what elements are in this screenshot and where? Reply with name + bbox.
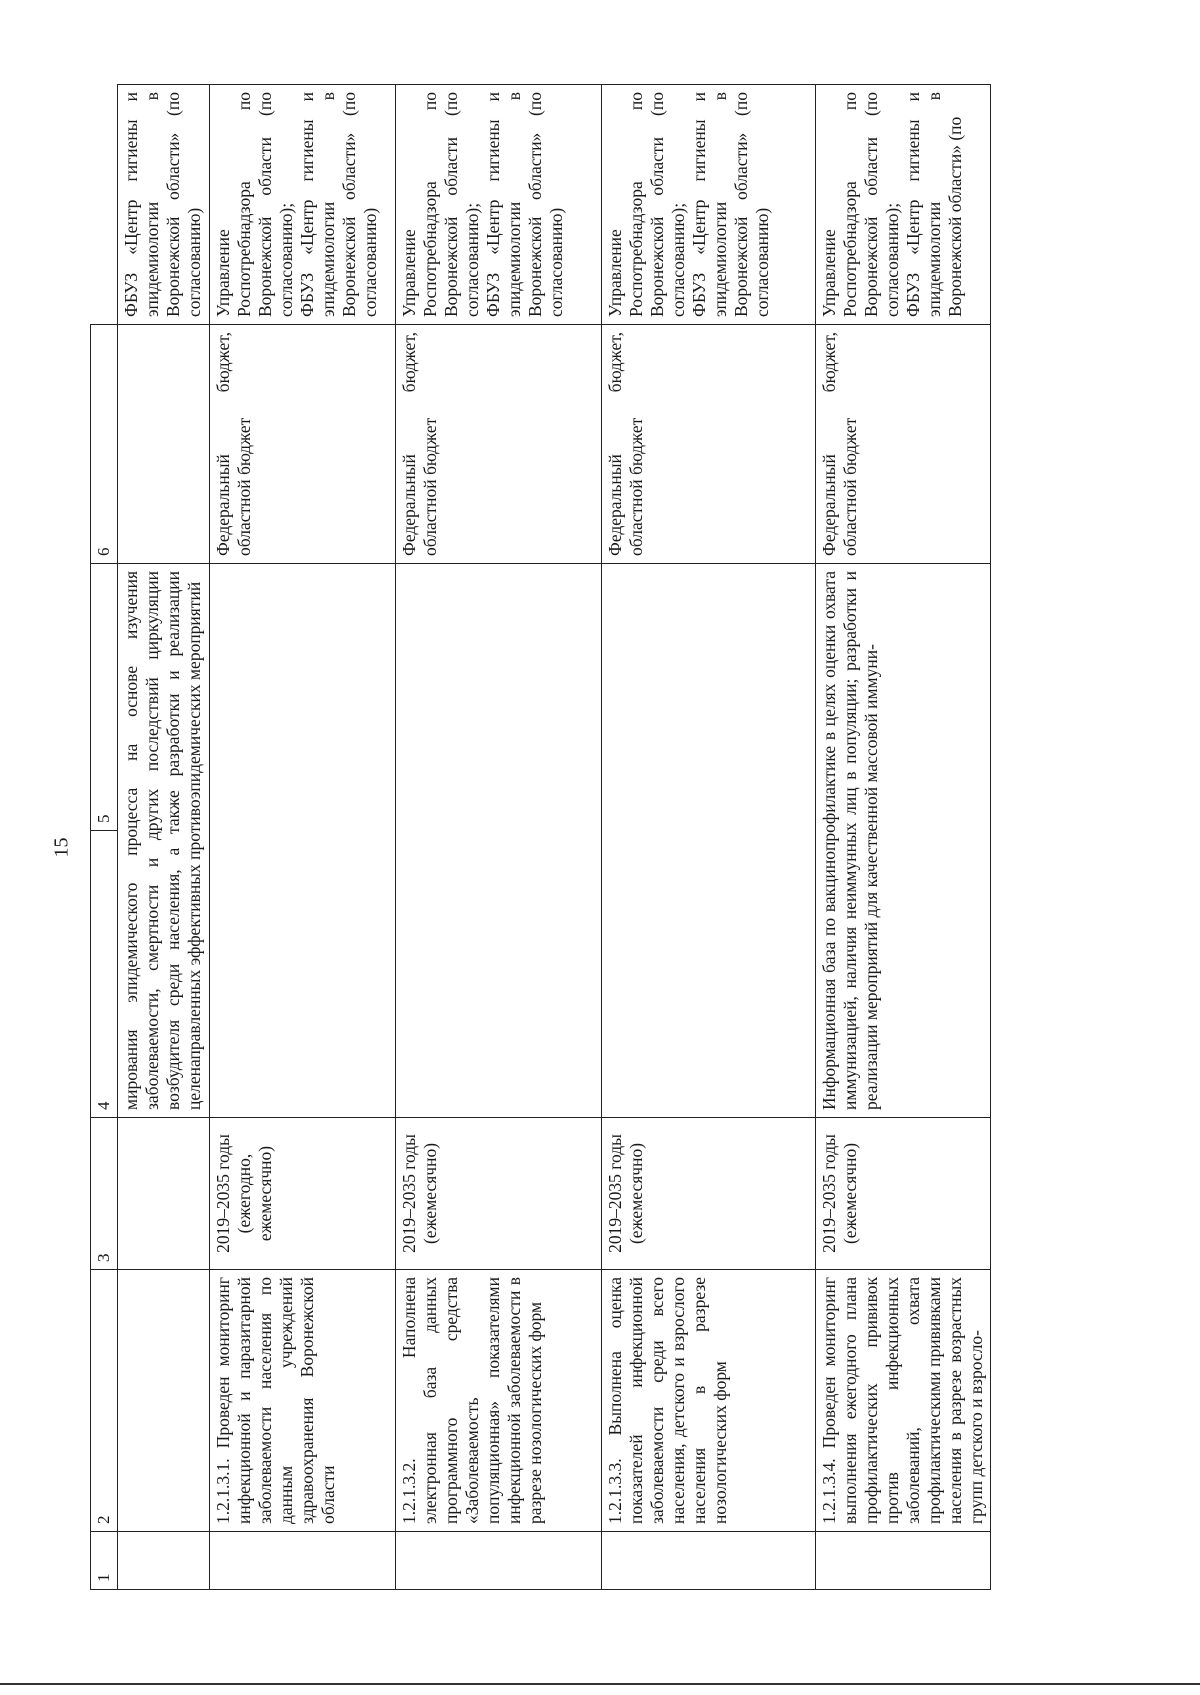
table-row xyxy=(602,85,816,1590)
row-cell-col4 xyxy=(210,564,396,1118)
row-cell-col3 xyxy=(118,1118,210,1270)
row-cell-col6: Управление Роспотребнадзора по Воронежской области (по согласованию); ФБУЗ «Центр гигиены и эпидемиологии в Воронежской области» (по согласованию) xyxy=(210,85,396,325)
row-cell-col1 xyxy=(602,1532,816,1590)
header-spacer xyxy=(91,85,118,325)
row-cell-col5 xyxy=(118,325,210,564)
row-cell-col4: Информационная база по вакцинопрофилактике в целях оценки охвата иммунизацией, наличия неиммунных лиц в популяции; разработки и реализации мероприятий для качественной массовой иммуни- xyxy=(816,564,991,1118)
row-cell-col2: 1.2.1.3.2. Наполнена электронная база данных программного средства «Заболеваемость популяционная» показателями инфекционной заболеваемости в разрезе нозологических форм xyxy=(396,1270,602,1532)
row-cell-col1 xyxy=(118,1532,210,1590)
row-cell-col3: 2019–2035 годы (ежемесячно) xyxy=(396,1118,602,1270)
table-row xyxy=(396,85,602,1590)
row-cell-col4 xyxy=(396,564,602,1118)
row-cell-col5: Федеральный бюджет, областной бюджет xyxy=(816,325,991,564)
row-cell-col1 xyxy=(816,1532,991,1590)
row-cell-col4 xyxy=(602,564,816,1118)
program-table xyxy=(90,84,991,1590)
header-cell: 6 xyxy=(91,325,118,564)
row-cell-col6: Управление Роспотребнадзора по Воронежской области (по согласованию); ФБУЗ «Центр гигиены и эпидемиологии в Воронежской области» (по согласованию) xyxy=(602,85,816,325)
row-cell-col3: 2019–2035 годы (ежемесячно) xyxy=(602,1118,816,1270)
page-number: 15 xyxy=(50,837,73,858)
column-number-row xyxy=(91,85,118,1590)
row-cell-col2: 1.2.1.3.3. Выполнена оценка показателей инфекционной заболеваемости среди всего населения, детского и взрослого населения в разрезе нозологических форм xyxy=(602,1270,816,1532)
row-cell-col6: Управление Роспотребнадзора по Воронежской области (по согласованию); ФБУЗ «Центр гигиены и эпидемиологии в Воронежской области» (по xyxy=(816,85,991,325)
row-cell-col5: Федеральный бюджет, областной бюджет xyxy=(210,325,396,564)
row-cell-col2: 1.2.1.3.1. Проведен мониторинг инфекционной и паразитарной заболеваемости населения по данным учреждений здравоохранения Воронежской области xyxy=(210,1270,396,1532)
table-row xyxy=(118,85,210,1590)
row-cell-col3: 2019–2035 годы (ежемесячно) xyxy=(816,1118,991,1270)
table-row xyxy=(816,85,991,1590)
row-cell-col1 xyxy=(210,1532,396,1590)
row-cell-col2: 1.2.1.3.4. Проведен мониторинг выполнения ежегодного плана профилактических прививок против инфекционных заболеваний, охвата профилактическими прививками населения в разрезе возрастных групп детского и взросло- xyxy=(816,1270,991,1532)
row-cell-col2 xyxy=(118,1270,210,1532)
row-cell-col6: Управление Роспотребнадзора по Воронежской области (по согласованию); ФБУЗ «Центр гигиены и эпидемиологии в Воронежской области» (по согласованию) xyxy=(396,85,602,325)
row-cell-col1 xyxy=(396,1532,602,1590)
header-cell: 3 xyxy=(91,1118,118,1270)
header-cell: 5 xyxy=(91,564,118,831)
header-cell: 4 xyxy=(91,831,118,1118)
row-cell-col5: Федеральный бюджет, областной бюджет xyxy=(602,325,816,564)
row-cell-col6: ФБУЗ «Центр гигиены и эпидемиологии в Воронежской области» (по согласованию) xyxy=(118,85,210,325)
table-row xyxy=(210,85,396,1590)
header-cell: 1 xyxy=(91,1532,118,1590)
row-cell-col5: Федеральный бюджет, областной бюджет xyxy=(396,325,602,564)
header-cell: 2 xyxy=(91,1270,118,1532)
row-cell-col3: 2019–2035 годы (ежегодно, ежемесячно) xyxy=(210,1118,396,1270)
row-cell-col4: мирования эпидемического процесса на основе изучения заболеваемости, смертности и других последствий циркуляции возбудителя среди населения, а также разработки и реализации целенаправленных эффективных противоэпидемических мероприятий xyxy=(118,564,210,1118)
rotated-table-wrapper xyxy=(90,85,1092,1590)
scan-edge-line xyxy=(0,1683,1200,1685)
